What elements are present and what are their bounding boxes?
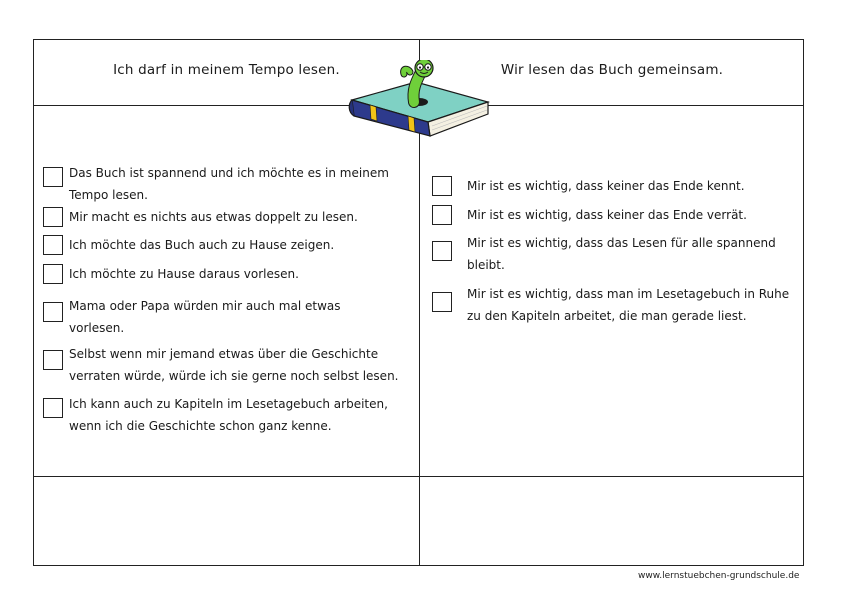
checkbox[interactable]	[43, 398, 63, 418]
checkbox[interactable]	[43, 302, 63, 322]
left-list-item	[43, 264, 413, 286]
item-text: Mama oder Papa würden mir auch mal etwas vorlesen.	[69, 299, 341, 335]
item-text: Ich möchte zu Hause daraus vorlesen.	[69, 267, 299, 281]
worksheet-frame	[33, 39, 804, 566]
item-text: Mir macht es nichts aus etwas doppelt zu lesen.	[69, 210, 358, 224]
checkbox[interactable]	[43, 167, 63, 187]
item-text: Mir ist es wichtig, dass keiner das Ende kennt.	[467, 179, 745, 193]
item-text: Mir ist es wichtig, dass man im Lesetagebuch in Ruhe zu den Kapiteln arbeitet, die man gerade liest.	[467, 287, 790, 323]
left-list-item	[43, 207, 413, 229]
checkbox[interactable]	[43, 235, 63, 255]
item-text: Mir ist es wichtig, dass keiner das Ende verrät.	[467, 208, 747, 222]
left-heading: Ich darf in meinem Tempo lesen.	[113, 62, 340, 78]
item-text: Selbst wenn mir jemand etwas über die Geschichte verraten würde, würde ich sie gerne noch selbst lesen.	[69, 347, 399, 383]
left-list-item	[43, 296, 413, 339]
bookworm-book-icon	[346, 60, 492, 140]
checkbox[interactable]	[43, 207, 63, 227]
right-list-item	[432, 233, 802, 276]
checkbox[interactable]	[43, 264, 63, 284]
item-text: Ich möchte das Buch auch zu Hause zeigen.	[69, 238, 335, 252]
checkbox[interactable]	[43, 350, 63, 370]
item-text: Mir ist es wichtig, dass das Lesen für alle spannend bleibt.	[467, 236, 776, 272]
item-text: Ich kann auch zu Kapiteln im Lesetagebuch arbeiten, wenn ich die Geschichte schon ganz kenne.	[69, 397, 388, 433]
checkbox[interactable]	[432, 205, 452, 225]
left-list-item	[43, 163, 413, 206]
left-list-item	[43, 394, 413, 437]
right-heading: Wir lesen das Buch gemeinsam.	[500, 62, 724, 78]
checkbox[interactable]	[432, 292, 452, 312]
checkbox[interactable]	[432, 241, 452, 261]
checkbox[interactable]	[432, 176, 452, 196]
right-list-item	[432, 205, 802, 227]
footer-row-divider	[34, 476, 803, 477]
left-list-item	[43, 235, 413, 257]
item-text: Das Buch ist spannend und ich möchte es in meinem Tempo lesen.	[69, 166, 389, 202]
left-list-item	[43, 344, 413, 387]
right-list-item	[432, 176, 802, 198]
website-footer[interactable]: www.lernstuebchen-grundschule.de	[638, 571, 800, 581]
right-list-item	[432, 284, 802, 327]
